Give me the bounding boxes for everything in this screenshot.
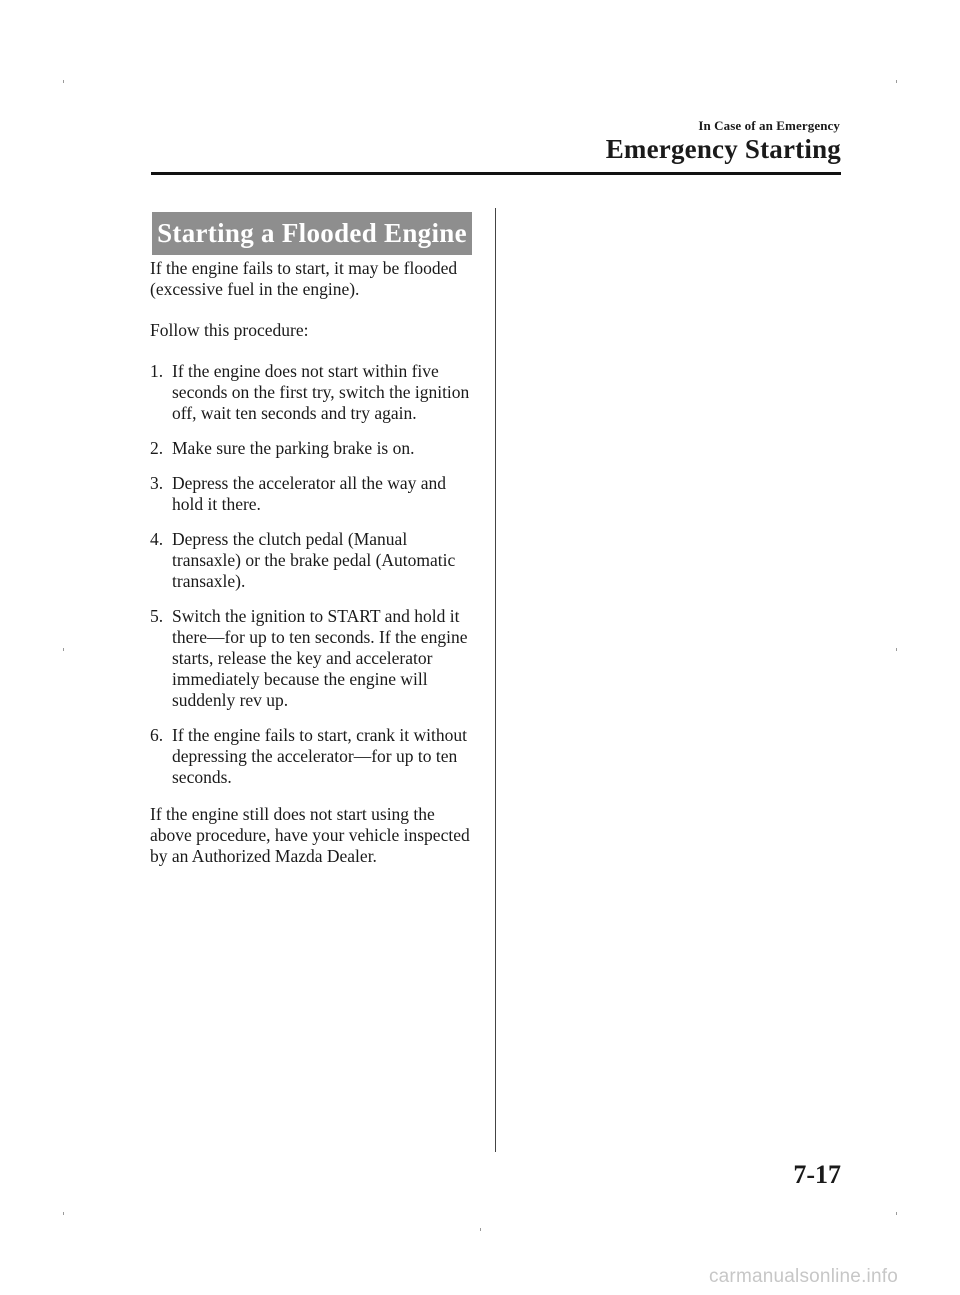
crop-mark [63,648,64,651]
step-number: 1. [150,361,164,381]
procedure-step [150,361,480,424]
procedure-steps [150,361,480,788]
step-number: 6. [150,725,164,745]
crop-mark [480,1228,481,1231]
step-text: If the engine does not start within five seconds on the first try, switch the ignition off, wait ten seconds and try again. [172,361,470,423]
column-divider [495,208,496,1152]
procedure-step [150,473,480,515]
crop-mark [896,80,897,83]
procedure-step [150,438,480,459]
crop-mark [63,80,64,83]
section-title: Emergency Starting [605,134,841,164]
step-text: If the engine fails to start, crank it without depressing the accelerator―for up to ten seconds. [172,725,467,787]
procedure-lead: Follow this procedure: [150,320,309,340]
chapter-heading: In Case of an Emergency [698,118,840,133]
step-number: 5. [150,606,164,626]
crop-mark [896,1212,897,1215]
closing-paragraph: If the engine still does not start using the above procedure, have your vehicle inspected by an Authorized Mazda Dealer. [150,804,470,866]
crop-mark [63,1212,64,1215]
article-body [150,258,480,867]
step-number: 4. [150,529,164,549]
step-text: Depress the clutch pedal (Manual transaxle) or the brake pedal (Automatic transaxle). [172,529,456,591]
step-text: Depress the accelerator all the way and hold it there. [172,473,447,514]
procedure-step [150,529,480,592]
article-title-banner: Starting a Flooded Engine [152,212,472,255]
header-rule [151,172,841,175]
step-number: 2. [150,438,164,458]
intro-paragraph: If the engine fails to start, it may be flooded (excessive fuel in the engine). [150,258,458,299]
step-number: 3. [150,473,164,493]
procedure-step [150,725,480,788]
page-number: 7-17 [793,1160,841,1189]
watermark: carmanualsonline.info [708,1266,898,1287]
step-text: Make sure the parking brake is on. [172,438,415,458]
step-text: Switch the ignition to START and hold it there―for up to ten seconds. If the engine starts, release the key and accelerator immediately because the engine will suddenly rev up. [172,606,468,710]
procedure-step [150,606,480,711]
crop-mark [896,648,897,651]
